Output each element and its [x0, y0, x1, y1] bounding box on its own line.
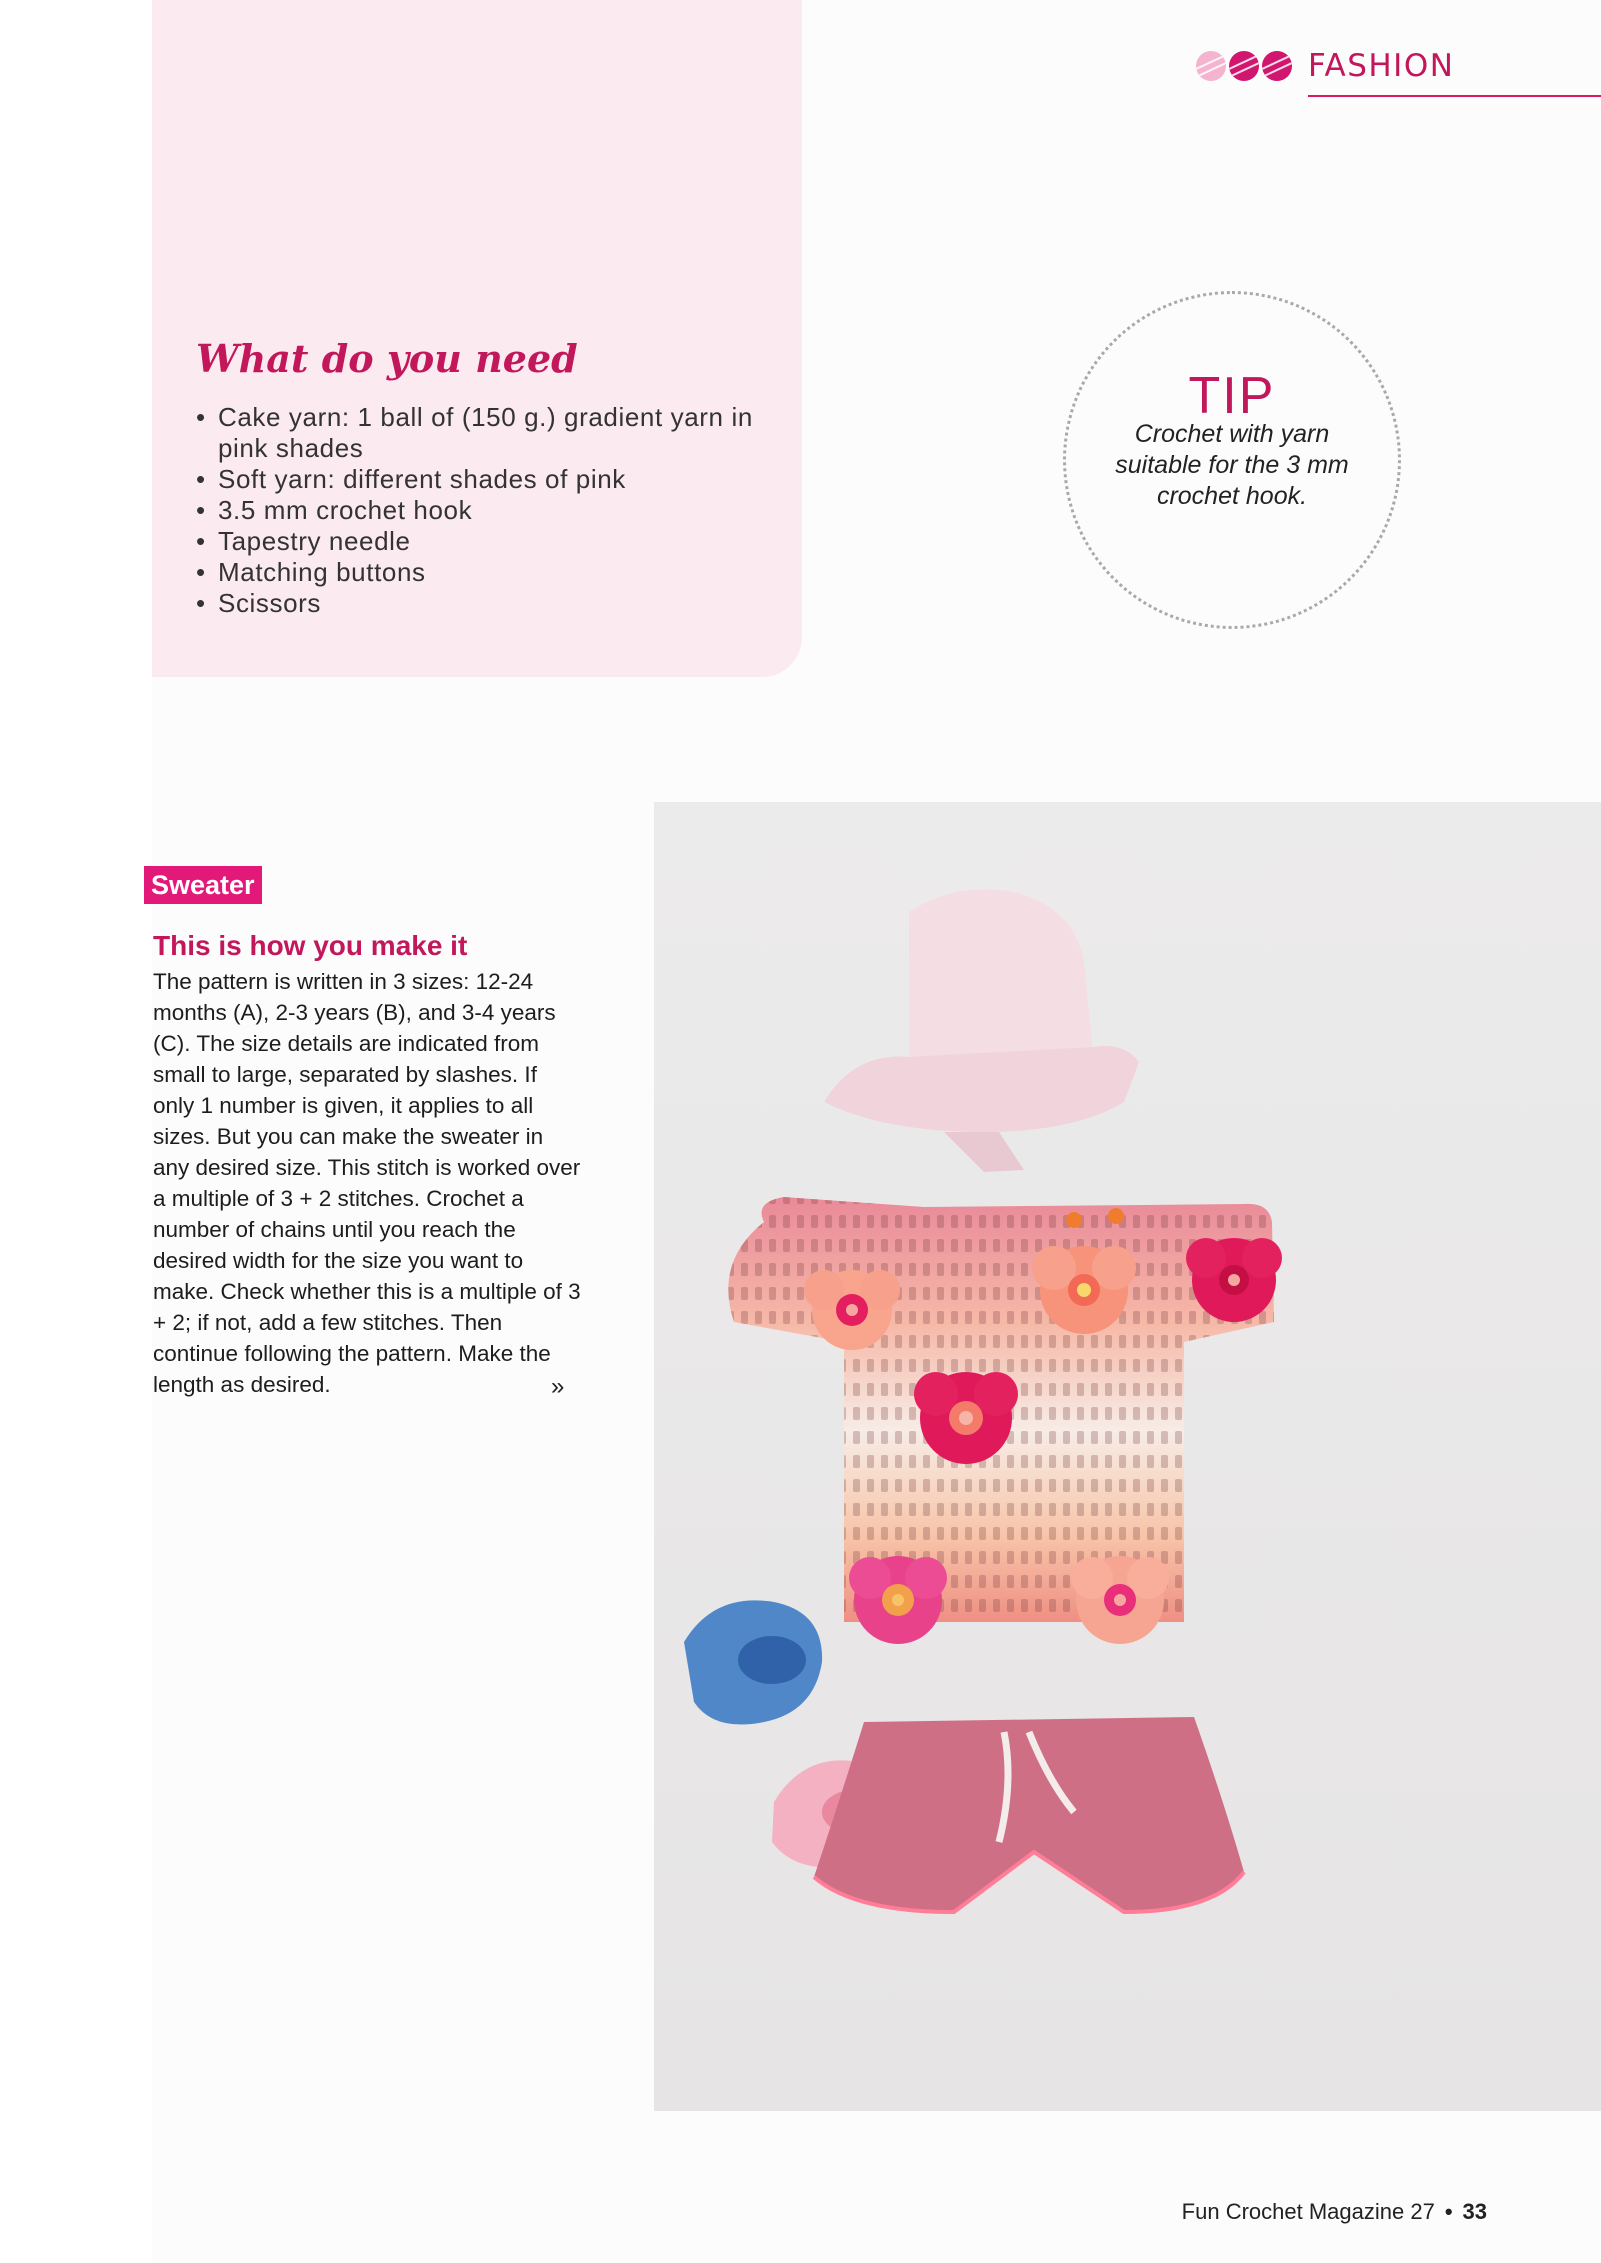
materials-item: • 3.5 mm crochet hook [196, 495, 756, 526]
footer-separator: • [1444, 2199, 1453, 2224]
instructions-heading: This is how you make it [153, 930, 468, 961]
bucket-hat [824, 890, 1139, 1173]
materials-item: • Soft yarn: different shades of pink [196, 464, 756, 495]
section-rule [1308, 95, 1601, 97]
sweater-tag: Sweater [144, 866, 262, 904]
materials-item: • Cake yarn: 1 ball of (150 g.) gradient yarn in pink shades [196, 402, 756, 464]
instructions-body: The pattern is written in 3 sizes: 12-24 months (A), 2-3 years (B), and 3-4 years (C). The size details are indicated from small to large, separated by slashes. If only 1 number is given, it applies to all sizes. But you can make the sweater in any desired size. This stitch is worked over a multiple of 3 + 2 stitches. Crochet a number of chains until you reach the desired width for the size you want to make. Check whether this is a multiple of 3 + 2; if not, add a few stitches. Then continue following the pattern. Make the length as desired. [153, 969, 581, 1397]
section-label: FASHION [1308, 48, 1455, 84]
baby-outfit-photo [654, 802, 1601, 2111]
materials-item: • Scissors [196, 588, 756, 619]
yarn-ball-icon [1262, 51, 1292, 81]
magazine-name: Fun Crochet Magazine 27 [1181, 2199, 1435, 2224]
photo-illustration [654, 802, 1601, 2111]
materials-item: • Tapestry needle [196, 526, 756, 557]
page-number: 33 [1462, 2199, 1487, 2224]
page-footer [1182, 2199, 1487, 2225]
yarn-balls-logo [1196, 51, 1292, 81]
materials-item: • Matching buttons [196, 557, 756, 588]
continue-icon: » [551, 1373, 565, 1400]
materials-title: What do you need [196, 336, 578, 381]
materials-list [196, 402, 756, 619]
yarn-ball-icon [1196, 51, 1226, 81]
yarn-ball-icon [1229, 51, 1259, 81]
tip-text: Crochet with yarn suitable for the 3 mm crochet hook. [1115, 420, 1349, 510]
page-margin [0, 0, 152, 2263]
terry-shorts [814, 1717, 1244, 1912]
tip-title: TIP [1188, 367, 1276, 425]
